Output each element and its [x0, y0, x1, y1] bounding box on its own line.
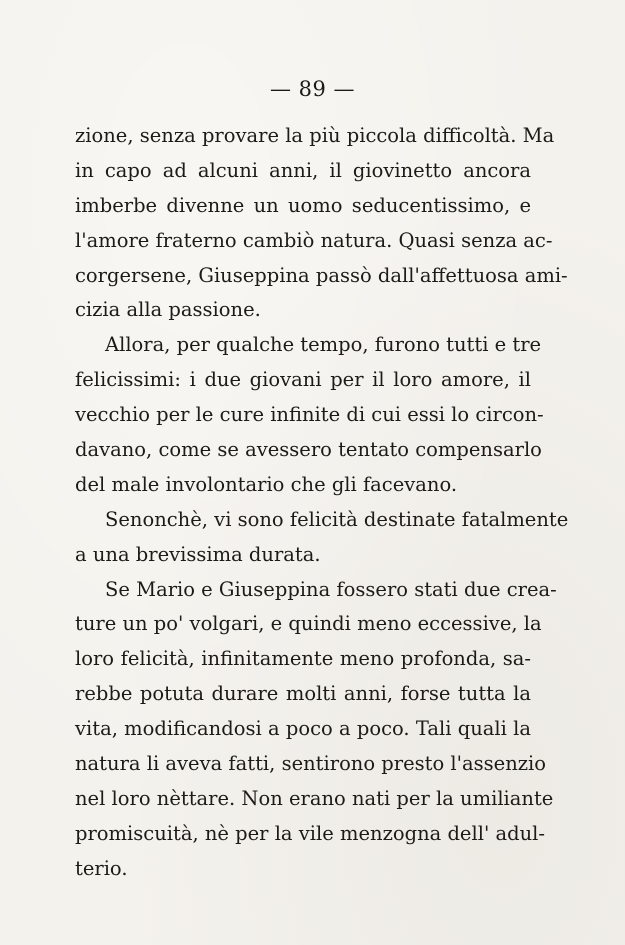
text-line: imberbe divenne un uomo seducentissimo, e — [75, 193, 531, 217]
text-line: cizia alla passione. — [75, 298, 261, 322]
text-line: in capo ad alcuni anni, il giovinetto ancora — [75, 158, 531, 182]
text-line: loro felicità, infinitamente meno profonda, sa- — [75, 647, 531, 671]
text-line: l'amore fraterno cambiò natura. Quasi senza ac- — [75, 228, 553, 252]
text-line: nel loro nèttare. Non erano nati per la umiliante — [75, 786, 554, 810]
text-line: zione, senza provare la più piccola difficoltà. Ma — [75, 124, 555, 147]
text-line: del male involontario che gli facevano. — [75, 472, 458, 496]
text-line: a una brevissima durata. — [75, 542, 321, 566]
body-text — [75, 119, 569, 887]
text-line: natura li aveva fatti, sentirono presto l'assenzio — [75, 752, 547, 776]
text-line: corgersene, Giuseppina passò dall'affettuosa ami- — [75, 263, 568, 287]
page-number: — 89 — — [269, 77, 356, 101]
text-line: terio. — [75, 856, 128, 880]
text-line: rebbe potuta durare molti anni, forse tutta la — [75, 682, 531, 706]
text-line: Senonchè, vi sono felicità destinate fatalmente — [105, 507, 569, 531]
text-line: Se Mario e Giuseppina fossero stati due crea- — [105, 577, 557, 601]
text-line: Allora, per qualche tempo, furono tutti e tre — [105, 333, 542, 357]
text-line: promiscuità, nè per la vile menzogna dell' adul- — [75, 821, 545, 845]
text-line: ture un po' volgari, e quindi meno eccessive, la — [75, 612, 542, 636]
text-line: vecchio per le cure infinite di cui essi lo circon- — [75, 403, 544, 427]
text-line: felicissimi: i due giovani per il loro amore, il — [75, 368, 531, 392]
text-line: davano, come se avessero tentato compensarlo — [75, 438, 542, 462]
text-line: vita, modificandosi a poco a poco. Tali quali la — [75, 717, 531, 741]
